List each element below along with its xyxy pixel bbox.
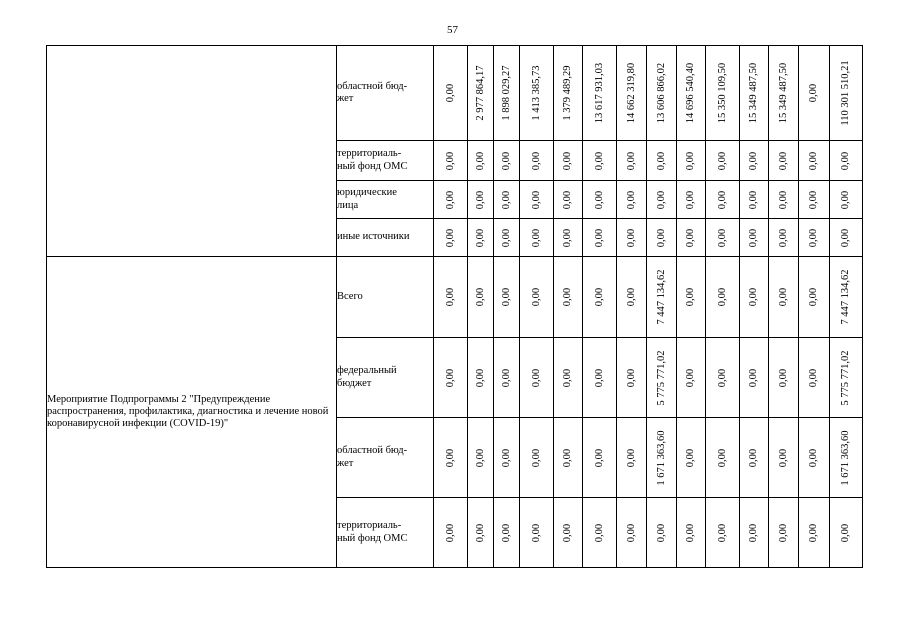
value-text: 0,00 <box>593 190 605 209</box>
funding-source-cell <box>337 219 434 257</box>
value-text: 0,00 <box>444 287 456 307</box>
value-cell <box>677 46 706 141</box>
value-text: 0,00 <box>777 448 789 467</box>
value-text: 0,00 <box>777 523 789 542</box>
value-cell <box>520 141 554 181</box>
value-text: 0,00 <box>530 190 542 209</box>
value-text: 0,00 <box>655 228 667 247</box>
value-cell <box>617 181 647 219</box>
value-cell <box>468 257 494 338</box>
value-cell <box>583 141 617 181</box>
funding-source-label: бюджет <box>337 377 372 389</box>
value-cell <box>799 498 830 568</box>
funding-source-label: областной бюд- <box>337 445 408 457</box>
value-text: 0,00 <box>444 228 456 247</box>
value-cell <box>617 219 647 257</box>
value-text: 0,00 <box>593 287 605 307</box>
value-cell <box>583 498 617 568</box>
value-text: 15 350 109,50 <box>716 62 728 124</box>
value-cell <box>494 498 520 568</box>
value-text: 1 379 489,29 <box>561 65 573 121</box>
value-text: 1 413 385,73 <box>530 65 542 121</box>
value-cell <box>740 141 769 181</box>
value-text: 0,00 <box>807 287 819 307</box>
value-cell <box>583 181 617 219</box>
value-cell <box>554 338 583 418</box>
value-cell <box>494 141 520 181</box>
value-text: 0,00 <box>530 368 542 387</box>
value-cell <box>799 141 830 181</box>
funding-source-label: ный фонд ОМС <box>337 160 408 172</box>
value-text: 0,00 <box>625 523 637 542</box>
value-text: 0,00 <box>500 368 512 387</box>
value-text: 0,00 <box>625 228 637 247</box>
value-cell <box>706 257 740 338</box>
value-text: 0,00 <box>530 287 542 307</box>
value-text: 0,00 <box>561 448 573 467</box>
funding-source-label: жет <box>337 457 354 469</box>
value-text: 0,00 <box>474 448 486 467</box>
value-cell <box>617 498 647 568</box>
value-text: 0,00 <box>444 368 456 387</box>
value-text: 0,00 <box>747 287 759 307</box>
value-text: 0,00 <box>625 190 637 209</box>
value-cell <box>434 219 468 257</box>
value-text: 0,00 <box>747 228 759 247</box>
value-cell <box>434 418 468 498</box>
value-cell <box>468 498 494 568</box>
value-cell <box>554 181 583 219</box>
value-text: 0,00 <box>747 151 759 170</box>
activity-name-cell: Мероприятие Подпрограммы 2 "Предупреждение распространения, профилактика, диагностика и лечение новой коронавирусной инфекции (COVID-19)" <box>47 257 337 568</box>
value-text: 0,00 <box>777 368 789 387</box>
value-text: 0,00 <box>530 523 542 542</box>
value-cell <box>677 338 706 418</box>
value-text: 0,00 <box>684 523 696 542</box>
funding-source-label: лица <box>337 199 359 211</box>
value-text: 13 606 866,02 <box>655 62 667 124</box>
value-cell <box>468 181 494 219</box>
value-text: 0,00 <box>684 190 696 209</box>
value-cell <box>434 338 468 418</box>
value-text: 0,00 <box>807 190 819 209</box>
value-text: 0,00 <box>444 523 456 542</box>
value-text: 0,00 <box>500 523 512 542</box>
value-cell <box>494 338 520 418</box>
value-text: 0,00 <box>625 368 637 387</box>
value-cell <box>468 338 494 418</box>
value-text: 0,00 <box>807 368 819 387</box>
value-cell <box>740 181 769 219</box>
value-cell <box>647 141 677 181</box>
funding-source-label: федеральный <box>337 365 397 377</box>
value-text: 0,00 <box>474 190 486 209</box>
value-text: 0,00 <box>839 228 851 247</box>
value-text: 0,00 <box>625 287 637 307</box>
value-cell <box>769 418 799 498</box>
value-cell <box>740 498 769 568</box>
value-cell <box>830 257 863 338</box>
value-cell <box>468 418 494 498</box>
value-text: 0,00 <box>777 287 789 307</box>
value-cell <box>706 418 740 498</box>
value-text: 0,00 <box>474 368 486 387</box>
value-cell <box>434 257 468 338</box>
value-text: 1 671 363,60 <box>655 429 667 486</box>
value-text: 0,00 <box>839 190 851 209</box>
value-text: 0,00 <box>684 151 696 170</box>
value-text: 0,00 <box>500 448 512 467</box>
value-text: 0,00 <box>530 448 542 467</box>
value-text: 0,00 <box>625 448 637 467</box>
value-cell <box>494 46 520 141</box>
funding-source-cell <box>337 181 434 219</box>
funding-source-label: территориаль- <box>337 520 402 532</box>
value-text: 0,00 <box>747 368 759 387</box>
value-cell <box>617 141 647 181</box>
value-text: 0,00 <box>593 368 605 387</box>
value-cell <box>769 498 799 568</box>
value-cell <box>583 46 617 141</box>
value-cell <box>769 338 799 418</box>
value-text: 0,00 <box>807 151 819 170</box>
value-text: 1 671 363,60 <box>839 429 851 486</box>
value-cell <box>769 46 799 141</box>
value-cell <box>583 338 617 418</box>
value-cell <box>740 418 769 498</box>
value-cell <box>769 257 799 338</box>
value-cell <box>434 498 468 568</box>
value-text: 0,00 <box>474 287 486 307</box>
funding-source-label: иные источники <box>337 231 410 243</box>
value-text: 0,00 <box>716 287 728 307</box>
value-text: 14 662 319,80 <box>625 62 637 124</box>
value-text: 0,00 <box>747 523 759 542</box>
value-text: 0,00 <box>777 190 789 209</box>
value-text: 0,00 <box>561 368 573 387</box>
value-cell <box>520 418 554 498</box>
value-cell <box>554 498 583 568</box>
value-text: 13 617 931,03 <box>593 62 605 124</box>
value-cell <box>554 46 583 141</box>
value-cell <box>647 46 677 141</box>
value-cell <box>706 46 740 141</box>
value-text: 0,00 <box>807 523 819 542</box>
value-cell <box>769 141 799 181</box>
value-text: 15 349 487,50 <box>747 62 759 124</box>
value-text: 0,00 <box>593 151 605 170</box>
activity-name-cell <box>47 46 337 257</box>
value-cell <box>677 257 706 338</box>
value-text: 0,00 <box>444 151 456 170</box>
value-text: 0,00 <box>655 190 667 209</box>
value-cell <box>799 219 830 257</box>
value-text: 0,00 <box>561 287 573 307</box>
funding-source-cell <box>337 46 434 141</box>
value-cell <box>830 141 863 181</box>
value-text: 0,00 <box>839 151 851 170</box>
table-row <box>47 46 863 141</box>
value-text: 0,00 <box>444 83 456 103</box>
value-text: 0,00 <box>716 228 728 247</box>
funding-source-cell <box>337 418 434 498</box>
value-cell <box>830 219 863 257</box>
value-cell <box>647 257 677 338</box>
value-text: 15 349 487,50 <box>777 62 789 124</box>
value-cell <box>583 219 617 257</box>
value-cell <box>706 498 740 568</box>
value-cell <box>830 498 863 568</box>
value-cell <box>706 181 740 219</box>
value-text: 0,00 <box>593 448 605 467</box>
value-cell <box>647 181 677 219</box>
value-text: 7 447 134,62 <box>839 269 851 325</box>
value-cell <box>468 219 494 257</box>
value-text: 0,00 <box>839 523 851 542</box>
value-cell <box>617 46 647 141</box>
value-text: 0,00 <box>684 448 696 467</box>
value-text: 0,00 <box>561 151 573 170</box>
value-cell <box>520 257 554 338</box>
value-text: 7 447 134,62 <box>655 269 667 325</box>
value-cell <box>706 219 740 257</box>
value-cell <box>583 418 617 498</box>
value-text: 0,00 <box>807 448 819 467</box>
value-cell <box>617 418 647 498</box>
value-text: 0,00 <box>655 151 667 170</box>
funding-source-label: жет <box>337 93 354 104</box>
value-cell <box>799 46 830 141</box>
value-text: 0,00 <box>474 523 486 542</box>
value-cell <box>769 181 799 219</box>
value-cell <box>830 46 863 141</box>
table-row <box>47 257 863 338</box>
value-text: 0,00 <box>716 448 728 467</box>
funding-source-label: Всего <box>337 290 363 302</box>
value-cell <box>434 46 468 141</box>
value-cell <box>494 181 520 219</box>
value-text: 0,00 <box>716 368 728 387</box>
value-text: 0,00 <box>500 151 512 170</box>
value-cell <box>799 181 830 219</box>
value-cell <box>769 219 799 257</box>
value-text: 0,00 <box>561 228 573 247</box>
value-text: 0,00 <box>474 228 486 247</box>
value-cell <box>520 498 554 568</box>
value-text: 5 775 771,02 <box>839 349 851 406</box>
value-text: 2 977 864,17 <box>474 65 486 121</box>
value-text: 110 301 510,21 <box>839 60 851 126</box>
value-cell <box>830 181 863 219</box>
value-cell <box>799 338 830 418</box>
value-text: 0,00 <box>716 523 728 542</box>
value-cell <box>617 257 647 338</box>
value-cell <box>647 418 677 498</box>
value-cell <box>520 181 554 219</box>
value-cell <box>740 257 769 338</box>
value-cell <box>520 46 554 141</box>
value-text: 14 696 540,40 <box>684 62 696 124</box>
value-cell <box>677 418 706 498</box>
value-cell <box>617 338 647 418</box>
value-cell <box>468 46 494 141</box>
page-number: 57 <box>447 24 458 36</box>
value-cell <box>830 338 863 418</box>
value-cell <box>677 498 706 568</box>
value-cell <box>494 418 520 498</box>
value-text: 1 898 029,27 <box>500 65 512 121</box>
funding-source-cell <box>337 498 434 568</box>
value-text: 0,00 <box>807 228 819 247</box>
value-text: 0,00 <box>684 228 696 247</box>
value-cell <box>494 219 520 257</box>
funding-source-label: ный фонд ОМС <box>337 532 408 544</box>
value-cell <box>830 418 863 498</box>
value-text: 0,00 <box>561 190 573 209</box>
value-text: 0,00 <box>777 228 789 247</box>
value-cell <box>799 418 830 498</box>
funding-source-cell <box>337 141 434 181</box>
value-text: 0,00 <box>684 368 696 387</box>
value-text: 0,00 <box>500 190 512 209</box>
value-cell <box>434 141 468 181</box>
value-cell <box>740 46 769 141</box>
value-cell <box>740 338 769 418</box>
value-text: 0,00 <box>747 190 759 209</box>
value-cell <box>677 181 706 219</box>
value-cell <box>554 257 583 338</box>
funding-source-cell <box>337 338 434 418</box>
value-cell <box>554 418 583 498</box>
value-text: 0,00 <box>593 523 605 542</box>
value-cell <box>740 219 769 257</box>
value-cell <box>434 181 468 219</box>
value-text: 0,00 <box>444 448 456 467</box>
value-text: 0,00 <box>747 448 759 467</box>
funding-source-label: территориаль- <box>337 148 402 160</box>
funding-source-label: юридические <box>337 187 397 199</box>
value-text: 0,00 <box>474 151 486 170</box>
value-text: 0,00 <box>716 190 728 209</box>
value-text: 5 775 771,02 <box>655 349 667 406</box>
value-text: 0,00 <box>530 151 542 170</box>
value-cell <box>647 498 677 568</box>
value-cell <box>647 219 677 257</box>
funding-source-label: областной бюд- <box>337 80 408 92</box>
value-text: 0,00 <box>530 228 542 247</box>
value-cell <box>706 141 740 181</box>
value-cell <box>799 257 830 338</box>
value-text: 0,00 <box>684 287 696 307</box>
value-cell <box>583 257 617 338</box>
value-text: 0,00 <box>561 523 573 542</box>
value-text: 0,00 <box>716 151 728 170</box>
value-text: 0,00 <box>500 287 512 307</box>
value-text: 0,00 <box>655 523 667 542</box>
value-cell <box>494 257 520 338</box>
value-cell <box>520 338 554 418</box>
value-text: 0,00 <box>625 151 637 170</box>
value-cell <box>554 141 583 181</box>
value-cell <box>677 141 706 181</box>
value-cell <box>468 141 494 181</box>
value-text: 0,00 <box>807 83 819 103</box>
budget-table <box>46 45 863 568</box>
value-cell <box>554 219 583 257</box>
value-cell <box>677 219 706 257</box>
value-cell <box>520 219 554 257</box>
value-text: 0,00 <box>593 228 605 247</box>
value-text: 0,00 <box>444 190 456 209</box>
funding-source-cell <box>337 257 434 338</box>
value-cell <box>647 338 677 418</box>
value-text: 0,00 <box>500 228 512 247</box>
value-text: 0,00 <box>777 151 789 170</box>
value-cell <box>706 338 740 418</box>
